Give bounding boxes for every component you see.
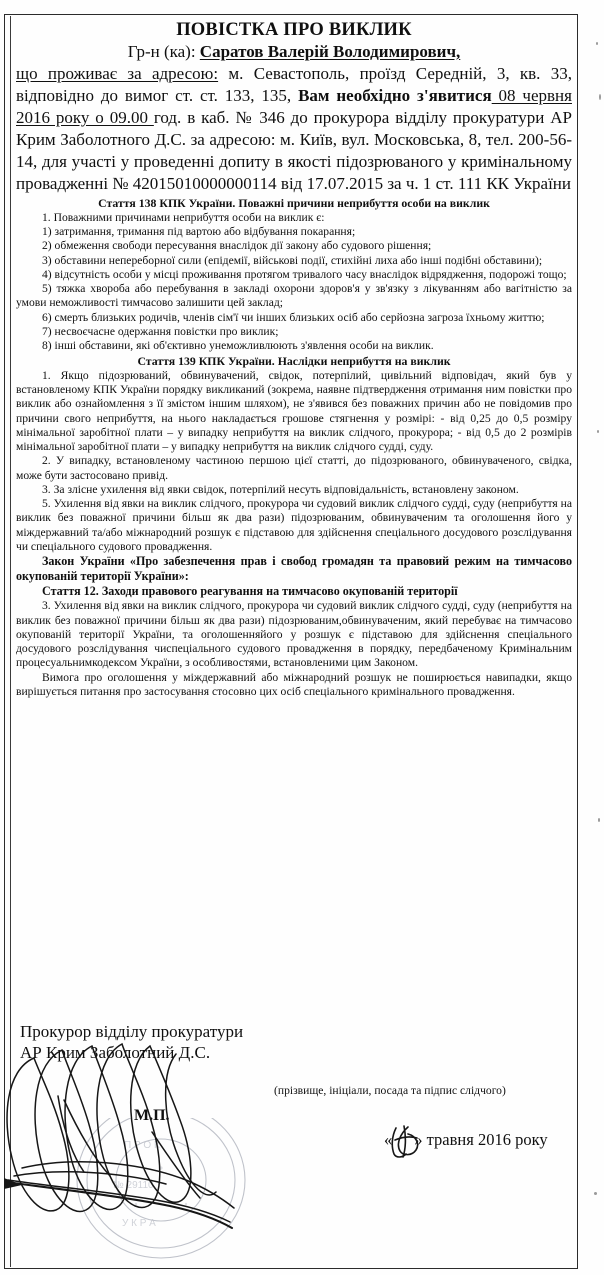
legal-excerpts <box>16 196 572 699</box>
date-line <box>384 1130 548 1150</box>
summons-body <box>16 63 572 196</box>
signature-block <box>20 1022 360 1063</box>
scan-speck <box>594 1192 597 1195</box>
svg-text:У К Р А: У К Р А <box>122 1218 156 1229</box>
article-138-item: 5) тяжка хвороба або перебування в закладі охорони здоров'я у зв'язку з лікуванням або вагітністю за умови неможливості тимчасово залишити цей заклад; <box>16 282 572 310</box>
appear-datetime: 08 червня 2016 року о 09.00 <box>16 85 572 127</box>
residing-address: м. Севастополь, проїзд Середній, 3, кв. 33, відповідно до вимог ст. ст. 133, 135, <box>16 63 572 105</box>
article-138-item: 6) смерть близьких родичів, членів сім'ї чи інших близьких осіб або серйозна загроза їхньому життю; <box>42 310 545 324</box>
date-month-year: травня 2016 року <box>422 1130 548 1149</box>
seal-place-label: М.П. <box>134 1107 170 1124</box>
signature-caption: (прізвище, ініціали, посада та підпис слідчого) <box>274 1084 506 1097</box>
recipient-name: Саратов Валерій Володимирович, <box>199 41 461 61</box>
scan-speck <box>597 430 599 433</box>
scan-speck <box>596 42 598 45</box>
article-138-item: 2) обмеження свободи пересування внаслідок дії закону або судового рішення; <box>42 239 432 253</box>
document-content <box>16 20 572 699</box>
law-paragraph: 3. Ухилення від явки на виклик слідчого, прокурора чи судовий виклик слідчого судді, суду (неприбуття на виклик без поважної причини більш як два рази) підозрюваним,обвинуваченим, який перебуває на тимчасово окупованій території України, та оголошенняйого у розшук є підставою для здійснення спеціального досудового розслідування чиспеціального судового провадження в порядку, передбаченому Кримінальним процесуальнимкодексом України, з особливостями, встановленими цим Законом. <box>16 599 572 670</box>
must-appear-label: Вам необхідно з'явитися <box>298 85 492 105</box>
recipient-line <box>16 42 572 62</box>
article-138-item: 4) відсутність особи у місці проживання протягом тривалого часу внаслідок відрядження, подорожі тощо; <box>42 267 567 281</box>
article-138-item: 8) інші обставини, які об'єктивно унеможливлюють з'явлення особи на виклик. <box>42 339 434 353</box>
article-139-heading: Стаття 139 КПК України. Наслідки неприбуття на виклик <box>137 354 451 369</box>
scan-speck <box>598 818 600 822</box>
svg-text:№ 29110: № 29110 <box>113 1180 154 1191</box>
article-138-item: 7) несвоєчасне одержання повістки про виклик; <box>42 324 279 338</box>
date-close-quote: » <box>414 1130 423 1149</box>
article-138-item: 1) затримання, тримання під вартою або відбування покарання; <box>42 225 356 239</box>
article-139-paragraph: 5. Ухилення від явки на виклик слідчого, прокурора чи судовий виклик слідчого судді, суду (неприбуття на виклик без поважної причини більш як два рази) підозрюваним, обвинуваченим та оголошення його у міждержавний та/або міжнародний розшук є підставою для здійснення спеціального досудового розслідування чи спеціального судового провадження. <box>16 497 572 553</box>
article-139-paragraph: 2. У випадку, встановленому частиною першою цієї статті, до підозрюваного, обвинуваченого, свідка, може бути застосовано привід. <box>16 454 572 482</box>
date-open-quote: « <box>384 1130 393 1149</box>
article-138-lead: 1. Поважними причинами неприбуття особи на виклик є: <box>42 210 325 224</box>
signer-position: Прокурор відділу прокуратури <box>20 1022 244 1041</box>
residing-label: що проживає за адресою: <box>16 63 219 83</box>
article-138-heading: Стаття 138 КПК України. Поважні причини неприбуття особи на виклик <box>98 196 490 211</box>
signer-name: АР Крим Заболотний Д.С. <box>20 1042 211 1062</box>
salutation-prefix: Гр-н (ка): <box>127 41 196 61</box>
law-article-heading: Стаття 12. Заходи правового реагування на тимчасово окупованій території <box>42 584 458 599</box>
svg-text:П Р О К: П Р О К <box>124 1140 160 1151</box>
appear-details: год. в каб. № 346 до прокурора відділу прокуратури АР Крим Заболотного Д.С. за адресою: м. Київ, вул. Московська, 8, тел. 200-56-14, для участі у проведенні допиту в якості підозрюваного у кримінальному провадженні № 42015010000000114 від 17.07.2015 за ч. 1 ст. 111 КК України <box>16 107 572 194</box>
scan-speck <box>599 94 601 100</box>
article-139-paragraph: 3. За злісне ухилення від явки свідок, потерпілий несуть відповідальність, встановлену законом. <box>42 482 519 496</box>
article-138-item: 3) обставини непереборної сили (епідемії, військові події, стихійні лиха або інші подібні обставини); <box>42 253 543 267</box>
law-heading: Закон України «Про забезпечення прав і свобод громадян та правовий режим на тимчасово окупованій території України»: <box>16 554 572 584</box>
page-title: ПОВІСТКА ПРО ВИКЛИК <box>176 20 412 40</box>
law-paragraph: Вимога про оголошення у міждержавний або міжнародний розшук не поширюється навипадки, якщо вирішується питання про застосування стосовно цих осіб спеціального кримінального провадження. <box>16 670 572 698</box>
article-139-paragraph: 1. Якщо підозрюваний, обвинувачений, свідок, потерпілий, цивільний відповідач, який був у встановленому КПК України порядку викликаний (зокрема, наявне підтвердження отримання ним повістки про виклик або ознайомлення з її змістом іншим шляхом), не з'явився без поважних причин або не повідомив про причини свого неприбуття, на нього накладається грошове стягнення у розмірі: - від 0,25 до 0,5 розміру мінімальної заробітної плати – у випадку неприбуття на виклик слідчого, прокурора; - від 0,5 до 2 розмірів мінімальної заробітної плати – у випадку неприбуття на виклик слідчого судді, суду. <box>16 368 572 454</box>
